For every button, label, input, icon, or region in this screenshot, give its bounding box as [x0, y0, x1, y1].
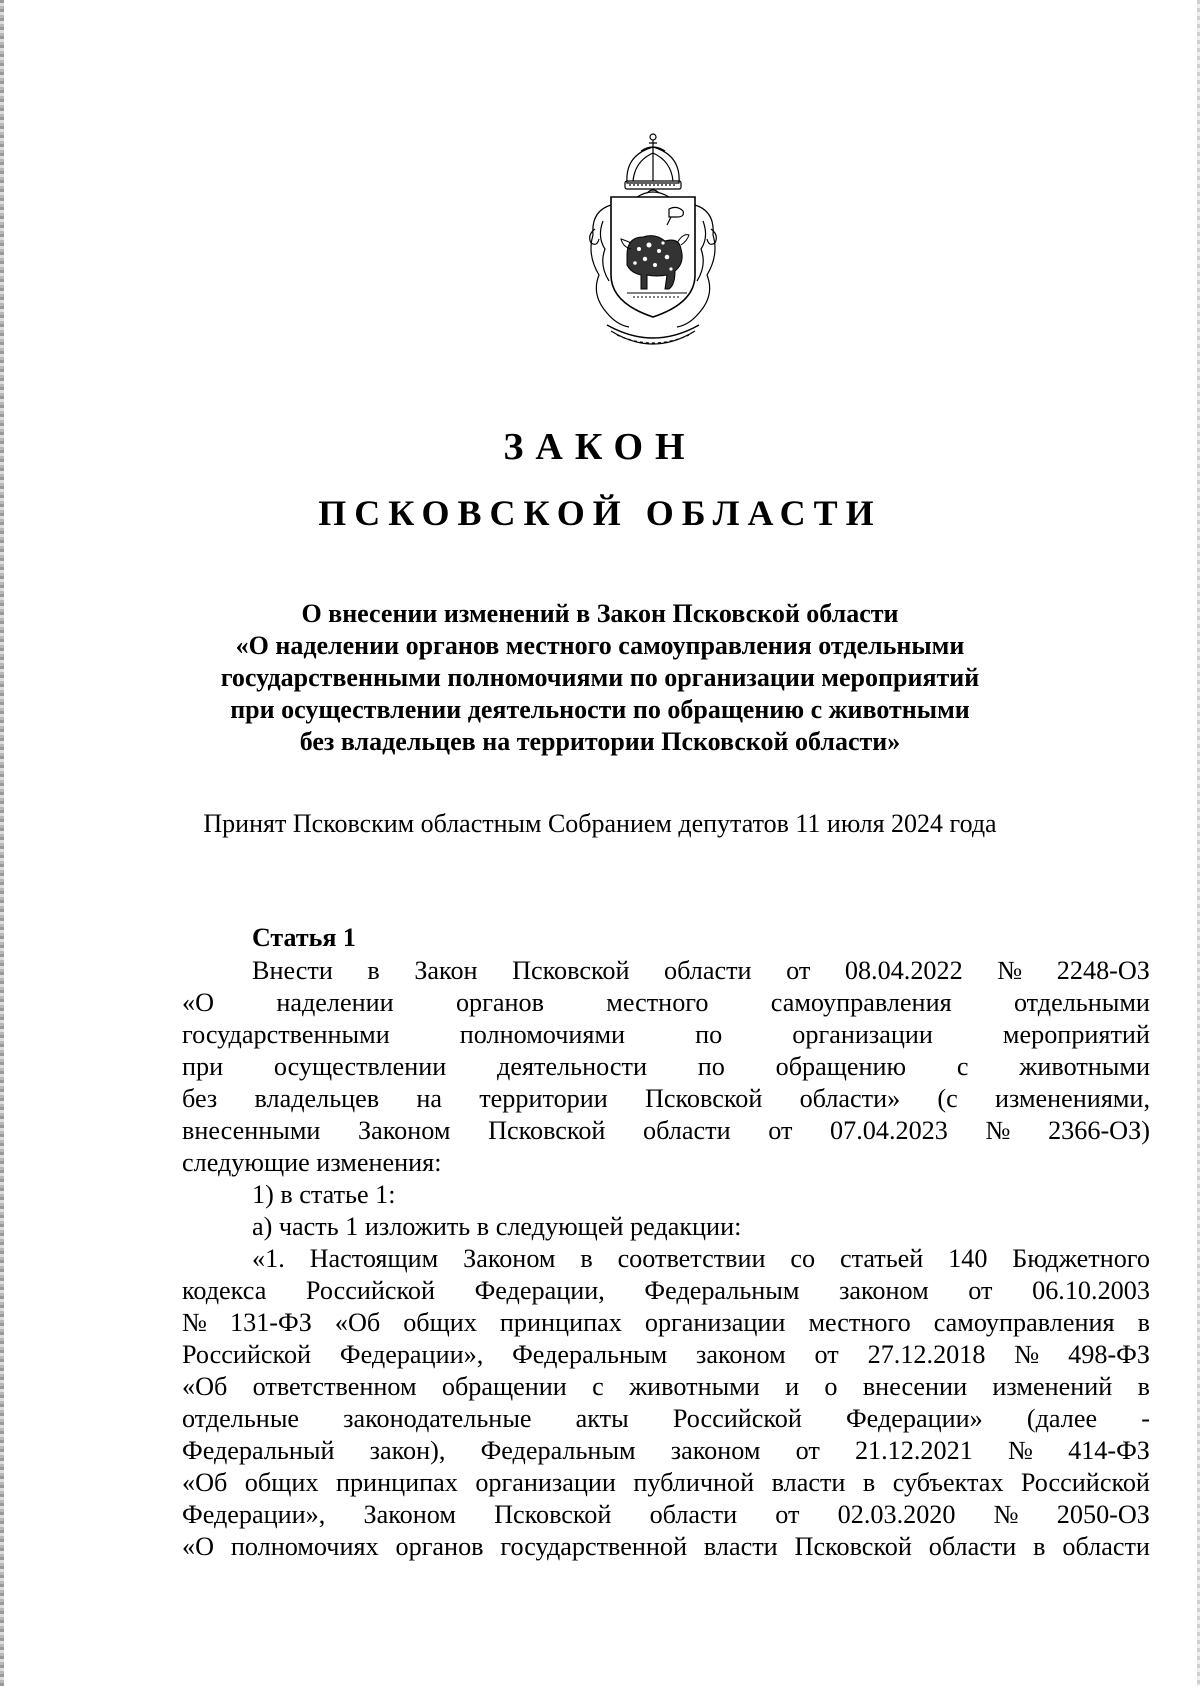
article-word: полномочиями: [459, 1020, 626, 1049]
article-word: Псковской: [494, 1500, 612, 1529]
article-word: организации: [475, 1468, 616, 1497]
article-word: изменений: [992, 1372, 1113, 1401]
article-word: Федерации»,: [339, 1340, 484, 1369]
article-line: [182, 1083, 1150, 1115]
article-word: Псковской: [488, 1116, 606, 1145]
article-word: Федеральным: [480, 1436, 636, 1465]
article-line: [182, 1307, 1150, 1339]
article-word: области»: [799, 1084, 901, 1113]
article-word: с: [592, 1372, 604, 1401]
article-word: территории: [479, 1084, 608, 1113]
article-line: [182, 1179, 1150, 1211]
article-word: со: [790, 1244, 816, 1273]
article-word: «О: [182, 1532, 215, 1561]
article-word: 07.04.2023: [830, 1116, 948, 1145]
article-word: Законом: [363, 1500, 456, 1529]
article-word: Федеральным: [644, 1276, 800, 1305]
article-word: внесении: [862, 1372, 968, 1401]
article-word: №: [993, 1500, 1019, 1529]
article-word: изменениями,: [994, 1084, 1150, 1113]
article-word: ответственном: [252, 1372, 417, 1401]
article-word: Законом: [463, 1244, 556, 1273]
article-word: отдельные: [182, 1404, 300, 1433]
article-word: в: [1033, 1532, 1046, 1561]
article-word: Бюджетного: [1012, 1244, 1150, 1273]
article-word: «1.: [252, 1244, 285, 1273]
article-word: законом: [670, 1436, 761, 1465]
article-word: законодательные: [343, 1404, 532, 1433]
article-word: деятельности: [497, 1052, 647, 1081]
article-word: 06.10.2003: [1032, 1276, 1150, 1305]
article-word: организации: [644, 1308, 786, 1337]
article-word: животными: [1019, 1052, 1150, 1081]
article-word: общих: [403, 1308, 477, 1337]
article-word: 21.12.2021: [854, 1436, 973, 1465]
article-word: 02.03.2020: [837, 1500, 956, 1529]
article-word: №: [997, 956, 1023, 985]
article-word: Российской: [182, 1340, 312, 1369]
article-word: мероприятий: [1002, 1020, 1150, 1049]
article-word: области: [1062, 1532, 1150, 1561]
article-word: Псковской: [645, 1084, 763, 1113]
article-line: [182, 955, 1150, 987]
article-word: акты: [575, 1404, 629, 1433]
article-word: Федеральным: [512, 1340, 668, 1369]
article-word: 2366-ОЗ): [1048, 1116, 1150, 1145]
article-line: [182, 1019, 1150, 1051]
article-word: владельцев: [254, 1084, 380, 1113]
article-line: [182, 1115, 1150, 1147]
article-word: в: [367, 956, 380, 985]
article-word: 1) в статье 1:: [252, 1180, 396, 1209]
article-word: в: [1137, 1372, 1150, 1401]
article-word: 140: [948, 1244, 988, 1273]
adoption-statement: Принят Псковским областным Собранием депутатов 11 июля 2024 года: [203, 809, 997, 838]
article-word: без: [182, 1084, 218, 1113]
article-word: отдельными: [1013, 988, 1150, 1017]
article-word: в: [862, 1468, 876, 1497]
article-word: «Об: [334, 1308, 381, 1337]
article-word: (с: [937, 1084, 958, 1113]
article-body: [182, 955, 1150, 1563]
article-word: 27.12.2018: [867, 1340, 986, 1369]
coat-of-arms-emblem: [577, 125, 729, 365]
article-word: Федерации»: [845, 1404, 983, 1433]
article-word: Псковской: [794, 1532, 912, 1561]
article-word: области: [928, 1532, 1017, 1561]
article-line: [182, 1403, 1150, 1435]
article-word: 2050-ОЗ: [1056, 1500, 1150, 1529]
article-word: на: [416, 1084, 442, 1113]
article-word: о: [824, 1372, 838, 1401]
article-word: общих: [244, 1468, 319, 1497]
article-word: по: [695, 1020, 723, 1049]
article-word: законом: [839, 1276, 929, 1305]
article-word: №: [1014, 1340, 1040, 1369]
region-title: ПСКОВСКОЙ ОБЛАСТИ: [318, 493, 882, 533]
article-word: с: [956, 1052, 969, 1081]
article-word: (далее: [1026, 1404, 1098, 1433]
article-word: области: [649, 1500, 738, 1529]
article-word: 498-ФЗ: [1068, 1340, 1150, 1369]
article-word: -: [1141, 1404, 1150, 1433]
article-word: наделении: [276, 988, 394, 1017]
article-word: закон),: [369, 1436, 446, 1465]
article-word: 414-ФЗ: [1068, 1436, 1150, 1465]
article-word: Российской: [672, 1404, 802, 1433]
article-word: от: [775, 1500, 800, 1529]
article-line: [182, 1275, 1150, 1307]
article-line: [182, 1371, 1150, 1403]
article-word: от: [968, 1276, 993, 1305]
article-word: статьей: [839, 1244, 924, 1273]
article-title: Статья 1: [252, 923, 356, 952]
article-line: [182, 1467, 1150, 1499]
article-word: 2248-ОЗ: [1056, 956, 1150, 985]
article-word: обращению: [775, 1052, 907, 1081]
article-word: от: [795, 1436, 820, 1465]
article-word: а) часть 1 изложить в следующей редакции:: [252, 1212, 742, 1241]
article-word: самоуправления: [770, 988, 952, 1017]
article-word: власти: [771, 1468, 846, 1497]
article-word: №: [1007, 1436, 1033, 1465]
article-word: Федеральный: [182, 1436, 335, 1465]
scan-left-edge: [0, 0, 4, 1686]
article-line: [182, 1339, 1150, 1371]
article-word: публичной: [633, 1468, 755, 1497]
article-word: законом: [696, 1340, 786, 1369]
article-word: осуществлении: [273, 1052, 447, 1081]
article-word: области: [664, 956, 752, 985]
article-word: «Об: [182, 1372, 228, 1401]
article-word: Законом: [358, 1116, 451, 1145]
article-word: области: [643, 1116, 731, 1145]
article-line: [182, 1051, 1150, 1083]
article-word: Федерации»,: [182, 1500, 326, 1529]
article-word: в: [1137, 1308, 1150, 1337]
article-word: субъектах: [892, 1468, 1004, 1497]
subject-line: государственными полномочиями по организации мероприятий: [220, 663, 980, 692]
article-word: «Об: [182, 1468, 228, 1497]
article-word: 08.04.2022: [844, 956, 963, 985]
article-word: кодекса: [182, 1276, 267, 1305]
article-word: государственными: [182, 1020, 390, 1049]
article-word: обращении: [441, 1372, 567, 1401]
article-word: органов: [395, 1532, 484, 1561]
article-word: Внести: [252, 956, 333, 985]
subject-line: без владельцев на территории Псковской области»: [299, 727, 901, 756]
article-line: [182, 1435, 1150, 1467]
article-word: власти: [703, 1532, 778, 1561]
article-word: Российской: [1020, 1468, 1150, 1497]
law-subject-heading: [180, 598, 1020, 758]
article-word: при: [182, 1052, 224, 1081]
article-line: [182, 987, 1150, 1019]
article-line: [182, 1243, 1150, 1275]
article-word: Российской: [305, 1276, 435, 1305]
article-word: по: [697, 1052, 725, 1081]
article-line: [182, 1499, 1150, 1531]
article-word: организации: [792, 1020, 933, 1049]
law-title: ЗАКОН: [503, 426, 697, 468]
article-word: местного: [606, 988, 709, 1017]
article-word: полномочиях: [230, 1532, 379, 1561]
article-word: принципах: [499, 1308, 622, 1337]
article-word: от: [786, 956, 811, 985]
article-word: следующие изменения:: [182, 1148, 442, 1177]
article-word: органов: [455, 988, 544, 1017]
article-word: в: [580, 1244, 593, 1273]
article-word: принципах: [335, 1468, 458, 1497]
article-word: Закон: [414, 956, 478, 985]
article-word: «О: [182, 988, 215, 1017]
article-word: местного: [808, 1308, 911, 1337]
article-word: и: [785, 1372, 800, 1401]
article-word: №: [985, 1116, 1011, 1145]
article-word: Федерации,: [474, 1276, 605, 1305]
article-word: соответствии: [617, 1244, 766, 1273]
subject-line: «О наделении органов местного самоуправления отдельными: [235, 631, 965, 660]
subject-line: О внесении изменений в Закон Псковской области: [301, 599, 899, 628]
article-word: самоуправления: [933, 1308, 1115, 1337]
article-line: [182, 1211, 1150, 1243]
article-word: 131-ФЗ: [230, 1308, 312, 1337]
article-line: [182, 1531, 1150, 1563]
article-line: [182, 1147, 1150, 1179]
article-word: от: [768, 1116, 793, 1145]
article-word: внесенными: [182, 1116, 321, 1145]
article-word: Псковской: [512, 956, 630, 985]
article-word: от: [814, 1340, 839, 1369]
subject-line: при осуществлении деятельности по обращению с животными: [230, 695, 970, 724]
article-word: животными: [629, 1372, 760, 1401]
article-word: №: [182, 1308, 207, 1337]
article-word: государственной: [500, 1532, 688, 1561]
article-word: Настоящим: [309, 1244, 439, 1273]
